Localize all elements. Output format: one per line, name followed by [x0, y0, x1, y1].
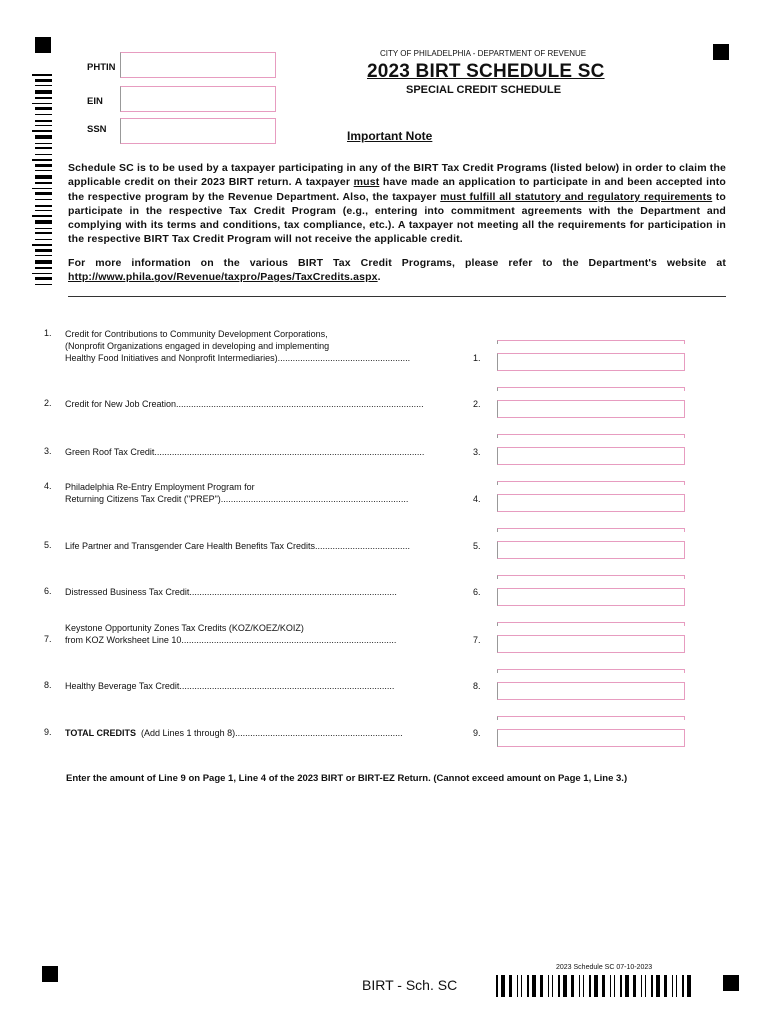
amount-field-tick: [497, 481, 685, 485]
barcode-bar: [682, 975, 684, 997]
line-reference-number: 6.: [473, 587, 481, 597]
amount-field-tick: [497, 387, 685, 391]
barcode-bar: [35, 220, 52, 224]
barcode-bar: [563, 975, 567, 997]
line-1-amount-input[interactable]: [497, 353, 685, 371]
line-7-amount-input[interactable]: [497, 635, 685, 653]
barcode-bar: [602, 975, 605, 997]
barcode-bar: [633, 975, 636, 997]
line-reference-number: 1.: [473, 353, 481, 363]
barcode-bar: [672, 975, 673, 997]
barcode-bar: [517, 975, 518, 997]
line-number: 6.: [44, 586, 52, 596]
line-2-amount-input[interactable]: [497, 400, 685, 418]
ssn-input[interactable]: [120, 118, 276, 144]
barcode-bar: [35, 232, 52, 234]
barcode-bar: [548, 975, 549, 997]
barcode-bar: [35, 277, 52, 280]
barcode-bar: [35, 228, 52, 229]
line-description: [65, 622, 455, 646]
line-description-text: (Nonprofit Organizations engaged in developing and implementing: [65, 341, 330, 351]
barcode-bar: [35, 97, 52, 99]
barcode-bar: [35, 114, 52, 115]
barcode-bar: [594, 975, 598, 997]
phtin-label: PHTIN: [87, 62, 116, 73]
barcode-bar: [35, 164, 52, 167]
line-description-text: Returning Citizens Tax Credit ("PREP")...........................................................................: [65, 494, 409, 504]
barcode-bar: [35, 85, 52, 86]
total-credits-note: (Add Lines 1 through 8)...................................................................: [136, 728, 403, 738]
line-reference-number: 5.: [473, 541, 481, 551]
barcode-bar: [35, 143, 52, 144]
line-reference-number: 7.: [473, 635, 481, 645]
barcode-bar: [521, 975, 522, 997]
barcode-bar: [35, 199, 52, 200]
barcode-bar: [35, 239, 52, 240]
barcode-bar: [625, 975, 629, 997]
barcode-bar: [32, 103, 52, 104]
registration-mark: [35, 37, 51, 53]
line-description-text: from KOZ Worksheet Line 10......................................................................................: [65, 635, 397, 645]
barcode-bar: [35, 90, 52, 94]
barcode-bar: [496, 975, 498, 997]
registration-mark: [723, 975, 739, 991]
line-description: [65, 398, 455, 410]
barcode-bar: [32, 244, 52, 246]
ssn-label: SSN: [87, 124, 107, 135]
barcode-bar: [641, 975, 642, 997]
line-description-text: Life Partner and Transgender Care Health Benefits Tax Credits......................................: [65, 541, 410, 551]
barcode-bar: [35, 135, 52, 139]
line-3-amount-input[interactable]: [497, 447, 685, 465]
line-description: [65, 540, 455, 552]
line-reference-number: 8.: [473, 681, 481, 691]
barcode-bar: [35, 210, 52, 211]
total-credits-label: TOTAL CREDITS: [65, 728, 137, 738]
barcode-bar: [614, 975, 615, 997]
line-description-text: Credit for New Job Creation...................................................................................................: [65, 399, 424, 409]
barcode-bar: [35, 154, 52, 155]
line-description-text: Healthy Beverage Tax Credit......................................................................................: [65, 681, 395, 691]
form-label: BIRT - Sch. SC: [362, 977, 458, 993]
line-number: 7.: [44, 634, 52, 644]
registration-mark: [713, 44, 729, 60]
barcode-bar: [571, 975, 574, 997]
barcode-bar: [32, 130, 52, 132]
line-5-amount-input[interactable]: [497, 541, 685, 559]
form-title: 2023 BIRT SCHEDULE SC: [367, 61, 605, 82]
line-description: [65, 328, 455, 364]
important-note-text: Schedule SC is to be used by a taxpayer participating in any of the BIRT Tax Credit Programs (listed below) in order to claim the applicable credit on their 2023 BIRT return. A taxpayer must have made an application to participate in and been accepted into the respective program by the Revenue Department. Also, the taxpayer must fulfill all statutory and regulatory requirements to participate in the respective Tax Credit Program (e.g., entering into commitment agreements with the Department and complying with its terms and conditions, tax compliance, etc.). A taxpayer not meeting all the requirements for participation in the respective BIRT Tax Credit Program will not receive the applicable credit.: [68, 162, 726, 246]
line-reference-number: 4.: [473, 494, 481, 504]
barcode-bar: [35, 284, 52, 285]
barcode-bar: [532, 975, 536, 997]
ein-input[interactable]: [120, 86, 276, 112]
website-note: For more information on the various BIRT Tax Credit Programs, please refer to the Department's website at http://www.phila.gov/Revenue/taxpro/Pages/TaxCredits.aspx.: [68, 257, 726, 284]
barcode-bar: [35, 120, 52, 122]
barcode-bar: [32, 215, 52, 217]
footer-barcode: [496, 975, 696, 997]
barcode-bar: [656, 975, 660, 997]
barcode-bar: [35, 107, 52, 110]
barcode-bar: [527, 975, 529, 997]
barcode-bar: [583, 975, 584, 997]
barcode-bar: [540, 975, 543, 997]
line-description: [65, 446, 455, 458]
registration-mark: [42, 966, 58, 982]
barcode-bar: [32, 159, 52, 161]
barcode-bar: [32, 74, 52, 76]
line-description-text: Philadelphia Re-Entry Employment Program for: [65, 482, 255, 492]
line-8-amount-input[interactable]: [497, 682, 685, 700]
important-note-heading: Important Note: [347, 129, 433, 143]
barcode-bar: [32, 273, 52, 274]
barcode-bar: [579, 975, 580, 997]
line-reference-number: 9.: [473, 728, 481, 738]
barcode-bar: [645, 975, 646, 997]
line-description: [65, 727, 455, 739]
line-number: 8.: [44, 680, 52, 690]
line-description: [65, 586, 455, 598]
line-description-text: Healthy Food Initiatives and Nonprofit Intermediaries).....................................................: [65, 353, 411, 363]
line-description-text: Distressed Business Tax Credit...................................................................................: [65, 587, 397, 597]
line-number: 3.: [44, 446, 52, 456]
divider: [68, 296, 726, 297]
amount-field-tick: [497, 434, 685, 438]
barcode-bar: [687, 975, 691, 997]
barcode-bar: [35, 205, 52, 207]
ein-label: EIN: [87, 96, 103, 107]
line-description-text: Green Roof Tax Credit............................................................................................................: [65, 447, 425, 457]
barcode-bar: [35, 249, 52, 252]
barcode-bar: [501, 975, 505, 997]
line9-instruction: Enter the amount of Line 9 on Page 1, Line 4 of the 2023 BIRT or BIRT-EZ Return. (Cannot exceed amount on Page 1, Line 3.): [66, 773, 628, 784]
line-number: 5.: [44, 540, 52, 550]
barcode-bar: [589, 975, 591, 997]
barcode-bar: [676, 975, 677, 997]
barcode-bar: [35, 192, 52, 195]
barcode-bar: [620, 975, 622, 997]
barcode-bar: [35, 255, 52, 256]
line-number: 9.: [44, 727, 52, 737]
barcode-bar: [509, 975, 512, 997]
side-barcode: [32, 74, 52, 290]
barcode-bar: [35, 79, 52, 82]
line-reference-number: 3.: [473, 447, 481, 457]
line-number: 2.: [44, 398, 52, 408]
line-description-text: Credit for Contributions to Community Development Corporations,: [65, 329, 328, 339]
phtin-input[interactable]: [120, 52, 276, 78]
barcode-bar: [558, 975, 560, 997]
barcode-bar: [35, 125, 52, 126]
form-version: 2023 Schedule SC 07-10-2023: [556, 964, 653, 971]
barcode-bar: [32, 188, 52, 189]
barcode-bar: [552, 975, 553, 997]
barcode-bar: [35, 170, 52, 171]
barcode-bar: [35, 182, 52, 184]
website-link[interactable]: http://www.phila.gov/Revenue/taxpro/Pages/TaxCredits.aspx: [68, 271, 378, 284]
amount-field-tick: [497, 669, 685, 673]
barcode-bar: [35, 260, 52, 264]
line-description: [65, 481, 455, 505]
barcode-bar: [610, 975, 611, 997]
amount-field-tick: [497, 622, 685, 626]
line-reference-number: 2.: [473, 399, 481, 409]
amount-field-tick: [497, 575, 685, 579]
department-name: CITY OF PHILADELPHIA - DEPARTMENT OF REVENUE: [380, 49, 587, 58]
line-number: 1.: [44, 328, 52, 338]
line-9-amount-input[interactable]: [497, 729, 685, 747]
line-4-amount-input[interactable]: [497, 494, 685, 512]
amount-field-tick: [497, 716, 685, 720]
barcode-bar: [664, 975, 667, 997]
barcode-bar: [35, 175, 52, 179]
line-6-amount-input[interactable]: [497, 588, 685, 606]
barcode-bar: [35, 267, 52, 269]
form-subtitle: SPECIAL CREDIT SCHEDULE: [406, 84, 562, 96]
barcode-bar: [35, 147, 52, 149]
line-description: [65, 680, 455, 692]
amount-field-tick: [497, 340, 685, 344]
amount-field-tick: [497, 528, 685, 532]
barcode-bar: [651, 975, 653, 997]
line-number: 4.: [44, 481, 52, 491]
line-description-text: Keystone Opportunity Zones Tax Credits (KOZ/KOEZ/KOIZ): [65, 623, 304, 633]
